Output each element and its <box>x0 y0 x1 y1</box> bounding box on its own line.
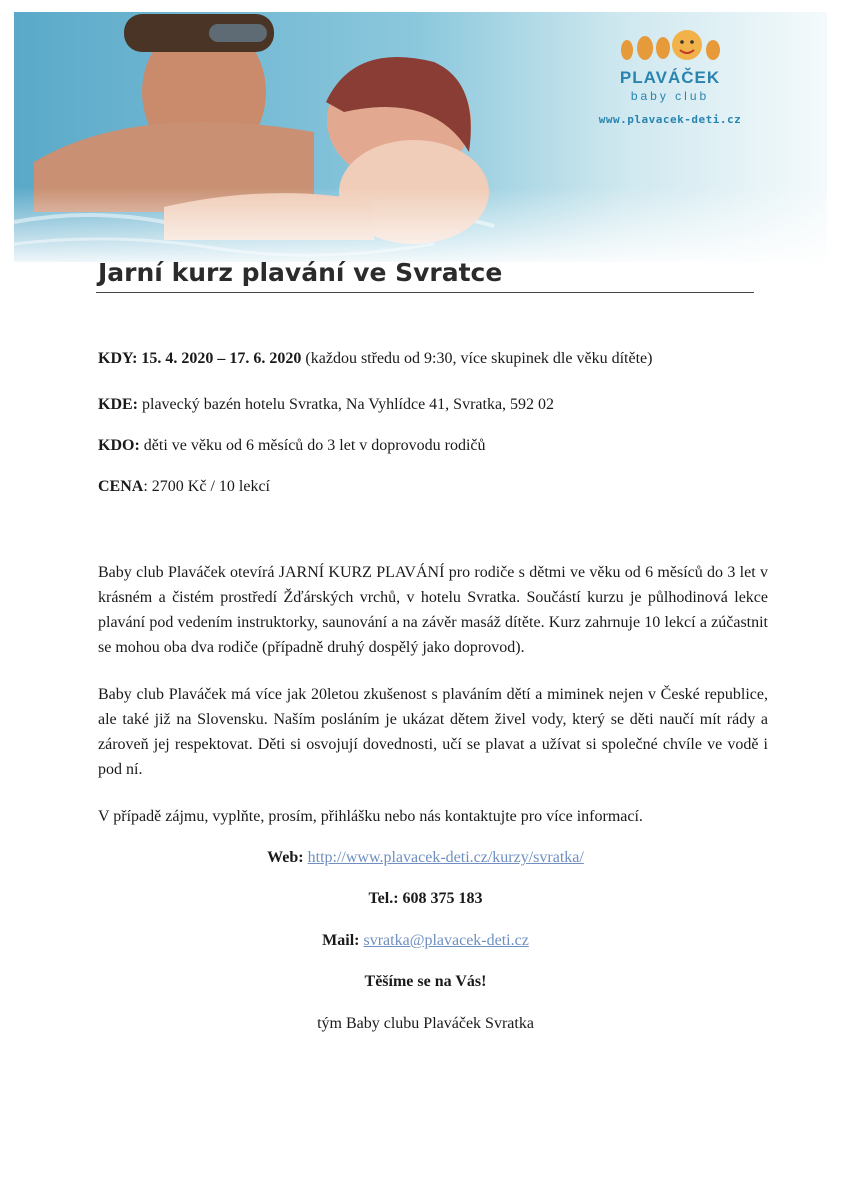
info-who-label: KDO: <box>98 437 140 454</box>
web-link[interactable]: http://www.plavacek-deti.cz/kurzy/svratka/ <box>307 849 584 866</box>
info-where <box>98 396 554 414</box>
page-title: Jarní kurz plavání ve Svratce <box>98 258 503 287</box>
paragraph-intro: Baby club Plaváček otevírá JARNÍ KURZ PLAVÁNÍ pro rodiče s dětmi ve věku od 6 měsíců do 3 let v krásném a čistém prostředí Žďárských vrchů, v hotelu Svratka. Součástí kurzu je půlhodinová lekce plavání pod vedením instruktorky, saunování a na závěr masáž dítěte. Kurz zahrnuje 10 lekcí a zúčastnit se mohou oba dva rodiče (případně druhý dospělý jako doprovod). <box>98 564 768 656</box>
info-who <box>98 437 486 455</box>
logo-brand-name: PLAVÁČEK <box>619 68 721 87</box>
brand-logo <box>585 20 755 135</box>
mail-label: Mail: <box>322 932 360 949</box>
contact-web <box>0 849 851 867</box>
logo-url[interactable]: www.plavacek-deti.cz <box>598 113 742 126</box>
info-when <box>98 350 652 368</box>
paragraph-experience: Baby club Plaváček má více jak 20letou zkušenost s plaváním dětí a miminek nejen v České republice, ale také již na Slovensku. Naším posláním je ukázat dětem živel vody, který se děti naučí mít rády a zároveň jej respektovat. Děti si osvojují dovednosti, učí se plavat a užívat si společné chvíle ve vodě i pod ní. <box>98 686 768 778</box>
info-price-label: CENA <box>98 478 144 495</box>
web-label: Web: <box>267 849 304 866</box>
paragraph-contact-request: V případě zájmu, vyplňte, prosím, přihlášku nebo nás kontaktujte pro více informací. <box>98 808 643 825</box>
info-when-label: KDY: <box>98 350 138 367</box>
mail-link[interactable]: svratka@plavacek-deti.cz <box>363 932 529 949</box>
info-when-dates: 15. 4. 2020 – 17. 6. 2020 <box>141 350 302 367</box>
logo-subtitle: baby club <box>630 89 710 103</box>
title-underline <box>96 292 754 293</box>
info-where-value: plavecký bazén hotelu Svratka, Na Vyhlídce 41, Svratka, 592 02 <box>138 396 555 413</box>
info-when-note: (každou středu od 9:30, více skupinek dle věku dítěte) <box>301 350 653 367</box>
info-price-value: : 2700 Kč / 10 lekcí <box>143 478 270 495</box>
closing-greeting: Těšíme se na Vás! <box>364 973 487 990</box>
info-who-value: děti ve věku od 6 měsíců do 3 let v doprovodu rodičů <box>139 437 486 454</box>
signature: tým Baby clubu Plaváček Svratka <box>317 1015 534 1032</box>
baby-faces-logo-icon <box>615 20 725 65</box>
contact-mail <box>0 932 851 950</box>
info-price <box>98 478 270 496</box>
contact-phone: Tel.: 608 375 183 <box>368 890 483 907</box>
info-where-label: KDE: <box>98 396 138 413</box>
